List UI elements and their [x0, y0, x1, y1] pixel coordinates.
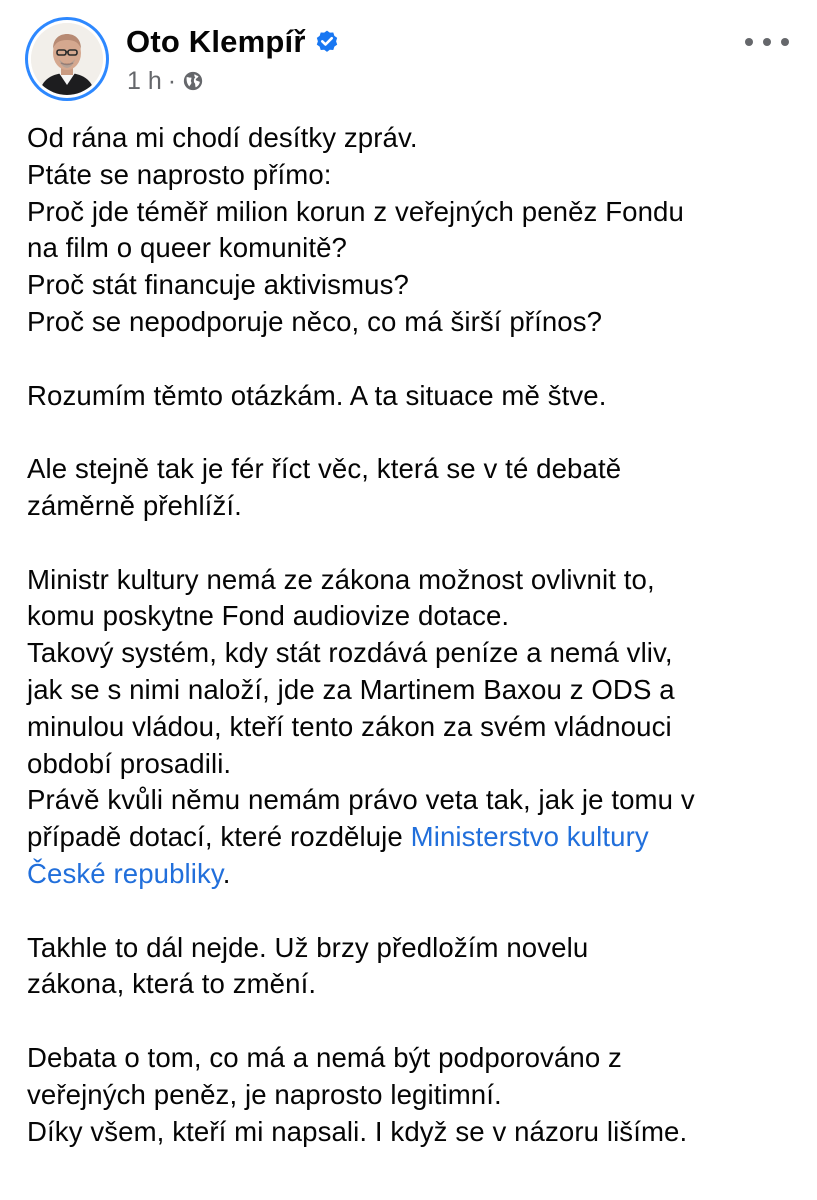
post-paragraph — [27, 1040, 807, 1150]
text-line: Díky všem, kteří mi napsali. I když se v názoru lišíme. — [27, 1115, 688, 1147]
post-meta — [127, 66, 204, 96]
text-line: minulou vládou, kteří tento zákon za svém vládnouci — [27, 710, 672, 742]
more-dot — [781, 38, 789, 46]
text-fragment: případě dotací, které rozděluje — [27, 821, 411, 853]
text-line: záměrně přehlíží. — [27, 489, 242, 521]
text-line: Ale stejně tak je fér říct věc, která se v té debatě — [27, 453, 622, 485]
avatar-ring — [28, 20, 106, 98]
text-line: Rozumím těmto otázkám. A ta situace mě štve. — [27, 379, 607, 411]
text-line: Od rána mi chodí desítky zpráv. — [27, 122, 418, 153]
text-line: Takhle to dál nejde. Už brzy předložím novelu — [27, 931, 589, 963]
author-name-text[interactable]: Oto Klempíř — [126, 24, 306, 59]
text-fragment: . — [222, 857, 231, 889]
text-line: Ministr kultury nemá ze zákona možnost ovlivnit to, — [27, 563, 655, 595]
ministry-link[interactable]: Ministerstvo kultury — [410, 821, 649, 853]
meta-separator: · — [167, 67, 177, 95]
text-line: na film o queer komunitě? — [27, 232, 348, 264]
text-line: Debata o tom, co má a nemá být podporováno z — [27, 1041, 622, 1073]
text-line: komu poskytne Fond audiovize dotace. — [27, 600, 510, 632]
text-line: Proč jde téměř milion korun z veřejných peněz Fondu — [27, 195, 684, 227]
more-dot — [763, 38, 771, 46]
globe-icon[interactable] — [182, 70, 204, 92]
avatar[interactable] — [25, 17, 109, 101]
post-header — [0, 0, 817, 110]
more-dot — [745, 38, 753, 46]
post-timestamp[interactable]: 1 h — [127, 67, 162, 95]
text-line: Takový systém, kdy stát rozdává peníze a nemá vliv, — [27, 637, 673, 669]
text-line: veřejných peněz, je naprosto legitimní. — [27, 1078, 502, 1110]
ministry-link-continued[interactable]: České republiky — [27, 857, 223, 889]
post-text — [27, 120, 807, 1187]
post-paragraph — [27, 562, 807, 893]
text-line: Ptáte se naprosto přímo: — [27, 158, 332, 190]
post-paragraph — [27, 120, 807, 341]
post-paragraph — [27, 930, 807, 1004]
text-line: jak se s nimi naloží, jde za Martinem Baxou z ODS a — [27, 673, 675, 705]
text-line-with-link — [27, 856, 807, 893]
text-line: Proč stát financuje aktivismus? — [27, 269, 409, 301]
text-line: Právě kvůli němu nemám právo veta tak, jak je tomu v — [27, 784, 695, 816]
more-options-icon[interactable] — [745, 36, 789, 48]
text-line: zákona, která to změní. — [27, 968, 317, 1000]
author-name[interactable] — [126, 24, 340, 60]
avatar-portrait-icon — [31, 23, 103, 95]
avatar-photo — [31, 23, 103, 95]
post-paragraph — [27, 451, 807, 525]
text-line-with-link — [27, 819, 807, 856]
post-paragraph — [27, 378, 807, 415]
text-line: Proč se nepodporuje něco, co má širší přínos? — [27, 305, 603, 337]
text-line: období prosadili. — [27, 747, 232, 779]
verified-badge-icon — [314, 29, 340, 55]
